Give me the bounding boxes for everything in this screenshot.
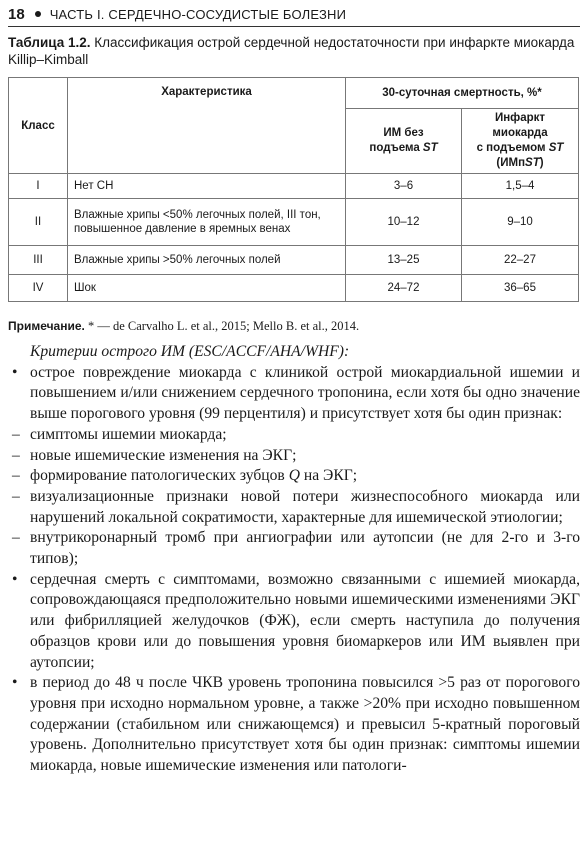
cell-class: IV (9, 275, 68, 302)
cell-desc: Влажные хрипы >50% легочных полей (68, 246, 346, 275)
table-caption-text: Классификация острой сердечной недостаточности при инфаркте миокарда Killip–Kimball (8, 35, 575, 67)
table-row (9, 246, 579, 275)
th-stemi-st: ST (548, 142, 564, 154)
th-nstemi-st: ST (422, 142, 438, 154)
cell-nstemi: 13–25 (346, 246, 462, 275)
th-stemi-line2: с подъемом (476, 142, 549, 154)
dash-icon: – (12, 425, 20, 443)
table-row (9, 199, 579, 246)
th-stemi (462, 109, 579, 174)
list-item (8, 466, 580, 487)
dash-text: визуализационные признаки новой потери жизнеспособного миокарда или нарушений локальной сократимости, характерные для ишемической этиологии; (30, 487, 580, 526)
dash-text-a: формирование патологических зубцов (30, 467, 289, 485)
cell-desc: Влажные хрипы <50% легочных полей, III тон, повышенное давление в яремных венах (68, 199, 346, 246)
note-text: * — de Carvalho L. et al., 2015; Mello B. et al., 2014. (84, 319, 360, 333)
cell-desc: Шок (68, 275, 346, 302)
dash-icon: – (12, 446, 20, 464)
th-nstemi (346, 109, 462, 174)
cell-class: II (9, 199, 68, 246)
dash-text-q: Q (288, 467, 300, 485)
cell-stemi: 36–65 (462, 275, 579, 302)
table-note (8, 318, 578, 334)
th-stemi-abbr-open: (ИМп (496, 157, 526, 169)
header-bullet-icon (35, 11, 41, 17)
list-item (8, 425, 580, 446)
list-item (8, 363, 580, 425)
cell-nstemi: 10–12 (346, 199, 462, 246)
th-nstemi-line1: ИМ без (383, 127, 424, 139)
list-item (8, 570, 580, 674)
cell-stemi: 9–10 (462, 199, 579, 246)
list-item (8, 528, 580, 569)
list-item (8, 487, 580, 528)
list-item (8, 446, 580, 467)
running-header (8, 3, 576, 25)
th-class: Класс (9, 78, 68, 174)
table-caption-label: Таблица 1.2. (8, 35, 91, 50)
th-nstemi-line2: подъема (369, 142, 423, 154)
cell-nstemi: 24–72 (346, 275, 462, 302)
bullet-icon: • (12, 674, 18, 692)
cell-stemi: 22–27 (462, 246, 579, 275)
th-stemi-abbr-close: ) (539, 157, 544, 169)
cell-stemi: 1,5–4 (462, 174, 579, 199)
page-number: 18 (8, 5, 25, 23)
cell-desc: Нет СН (68, 174, 346, 199)
table-row (9, 275, 579, 302)
th-characteristic: Характеристика (68, 78, 346, 174)
header-rule (8, 26, 580, 27)
table-row (9, 174, 579, 199)
bullet-icon: • (12, 363, 18, 381)
table-header-row (9, 78, 579, 109)
chapter-title: ЧАСТЬ I. СЕРДЕЧНО-СОСУДИСТЫЕ БОЛЕЗНИ (49, 6, 347, 22)
dash-text: симптомы ишемии миокарда; (30, 425, 227, 443)
bullet-text: острое повреждение миокарда с клиникой острой миокардиальной ишемии и повышением и/или снижением сердечного тропонина, если хотя бы одно значение выше порогового уровня (99 перцентиля) и присутствует хотя бы один признак: (30, 363, 580, 423)
body-text (8, 342, 580, 777)
cell-nstemi: 3–6 (346, 174, 462, 199)
cell-class: I (9, 174, 68, 199)
th-stemi-abbr-st: ST (525, 157, 540, 169)
dash-icon: – (12, 487, 20, 505)
th-stemi-line1: Инфаркт миокарда (492, 112, 548, 139)
th-mortality: 30-суточная смертность, %* (346, 78, 579, 109)
killip-table-wrap (8, 77, 579, 302)
list-item (8, 673, 580, 777)
table-caption (8, 34, 578, 68)
bullet-text: сердечная смерть с симптомами, возможно связанными с ишемией миокарда, сопровождающаяся предположительно новыми ишемическими изменениями ЭКГ или фибрилляцией желудочков (ФЖ), если смерть наступила до получения образцов крови или до повышения уровня биомаркеров или ИМ выявлен при аутопсии; (30, 570, 580, 671)
dash-text-b: на ЭКГ; (299, 467, 358, 485)
note-label: Примечание. (8, 319, 85, 333)
criteria-heading: Критерии острого ИМ (ESC/ACCF/AHA/WHF): (30, 343, 350, 360)
bullet-text: в период до 48 ч после ЧКВ уровень тропонина повысился >5 раз от порогового уровня при исходно нормальном уровне, а также >20% при исходно повышенном содержании (стабильном или снижающемся) и превысил 5-кратный пороговый уровень. Дополнительно присутствует хотя бы один признак: симптомы ишемии миокарда, новые ишемические изменения или патологи- (30, 674, 580, 775)
killip-table (8, 77, 579, 302)
dash-text: новые ишемические изменения на ЭКГ; (30, 446, 297, 464)
dash-icon: – (12, 467, 20, 485)
dash-text: внутрикоронарный тромб при ангиографии или аутопсии (не для 2-го и 3-го типов); (30, 529, 580, 568)
cell-class: III (9, 246, 68, 275)
bullet-icon: • (12, 570, 18, 588)
dash-icon: – (12, 529, 20, 547)
